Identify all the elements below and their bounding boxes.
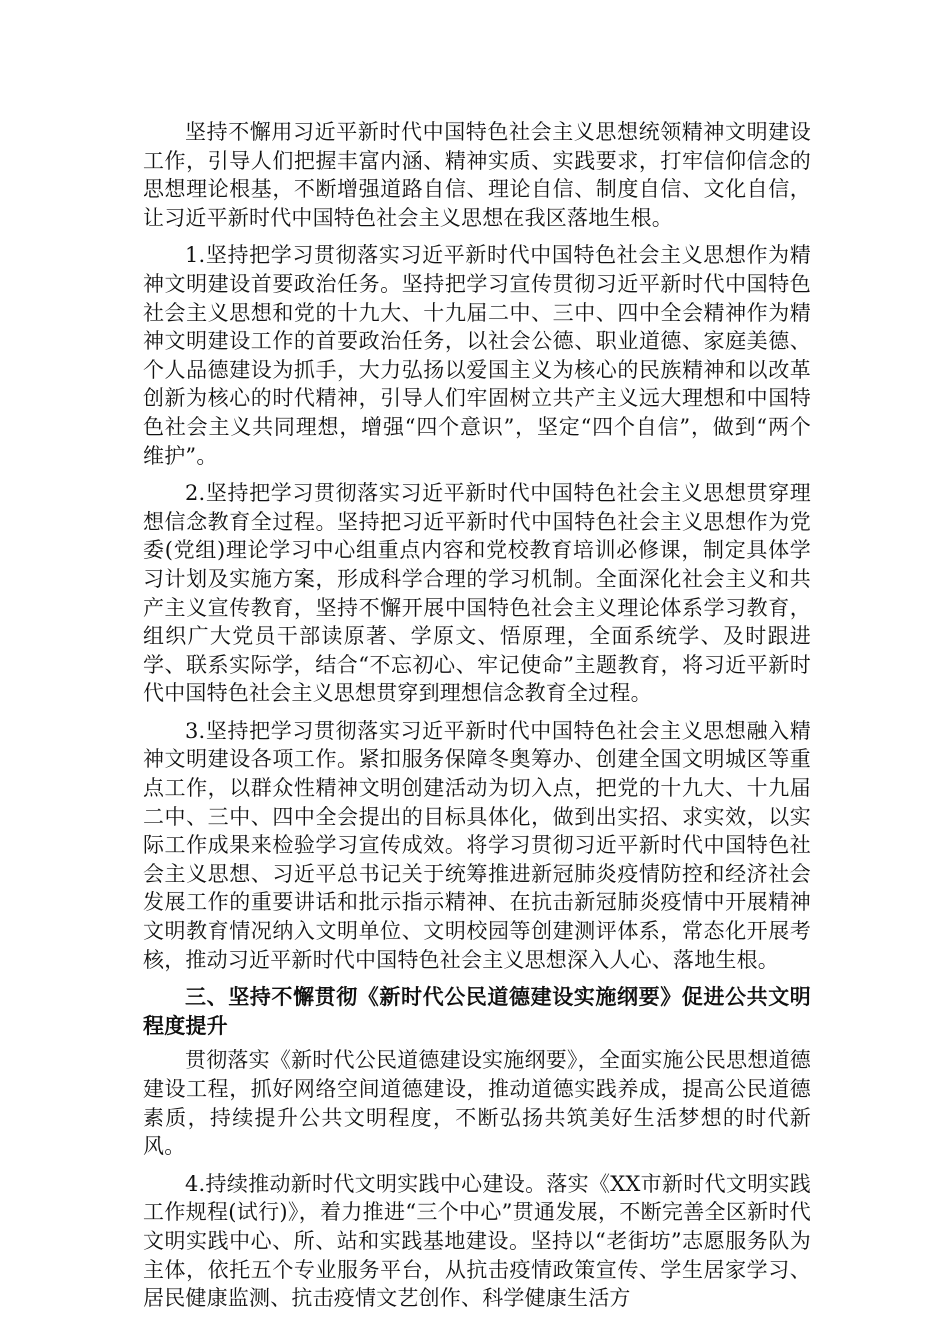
intro-paragraph: 坚持不懈用习近平新时代中国特色社会主义思想统领精神文明建设工作，引导人们把握丰富内涵、精神实质、实践要求，打牢信仰信念的思想理论根基，不断增强道路自信、理论自信、制度自信、文化自信，让习近平新时代中国特色社会主义思想在我区落地生根。 <box>143 120 811 230</box>
item-1-paragraph: 1.坚持把学习贯彻落实习近平新时代中国特色社会主义思想作为精神文明建设首要政治任务。坚持把学习宣传贯彻习近平新时代中国特色社会主义思想和党的十九大、十九届二中、三中、四中全会精神作为精神文明建设工作的首要政治任务，以社会公德、职业道德、家庭美德、个人品德建设为抓手，大力弘扬以爱国主义为核心的民族精神和以改革创新为核心的时代精神，引导人们牢固树立共产主义远大理想和中国特色社会主义共同理想，增强“四个意识”，坚定“四个自信”，做到“两个维护”。 <box>143 243 811 468</box>
item-3-paragraph: 3.坚持把学习贯彻落实习近平新时代中国特色社会主义思想融入精神文明建设各项工作。紧扣服务保障冬奥筹办、创建全国文明城区等重点工作，以群众性精神文明创建活动为切入点，把党的十九大、十九届二中、三中、四中全会提出的目标具体化，做到出实招、求实效，以实际工作成果来检验学习宣传成效。将学习贯彻习近平新时代中国特色社会主义思想、习近平总书记关于统筹推进新冠肺炎疫情防控和经济社会发展工作的重要讲话和批示指示精神、在抗击新冠肺炎疫情中开展精神文明教育情况纳入文明单位、文明校园等创建测评体系，常态化开展考核，推动习近平新时代中国特色社会主义思想深入人心、落地生根。 <box>143 718 811 972</box>
section-three-intro-paragraph: 贯彻落实《新时代公民道德建设实施纲要》，全面实施公民思想道德建设工程，抓好网络空间道德建设，推动道德实践养成，提高公民道德素质，持续提升公共文明程度，不断弘扬共筑美好生活梦想的时代新风。 <box>143 1048 811 1159</box>
item-2-paragraph: 2.坚持把学习贯彻落实习近平新时代中国特色社会主义思想贯穿理想信念教育全过程。坚持把习近平新时代中国特色社会主义思想作为党委(党组)理论学习中心组重点内容和党校教育培训必修课，制定具体学习计划及实施方案，形成科学合理的学习机制。全面深化社会主义和共产主义宣传教育，坚持不懈开展中国特色社会主义理论体系学习教育，组织广大党员干部读原著、学原文、悟原理，全面系统学、及时跟进学、联系实际学，结合“不忘初心、牢记使命”主题教育，将习近平新时代中国特色社会主义思想贯穿到理想信念教育全过程。 <box>143 481 811 706</box>
item-4-paragraph: 4.持续推动新时代文明实践中心建设。落实《XX市新时代文明实践工作规程(试行)》，着力推进“三个中心”贯通发展，不断完善全区新时代文明实践中心、所、站和实践基地建设。坚持以“老街坊”志愿服务队为主体，依托五个专业服务平台，从抗击疫情政策宣传、学生居家学习、居民健康监测、抗击疫情文艺创作、科学健康生活方 <box>143 1171 811 1311</box>
document-body <box>143 118 811 1322</box>
section-three-heading: 三、坚持不懈贯彻《新时代公民道德建设实施纲要》促进公共文明程度提升 <box>143 985 811 1038</box>
